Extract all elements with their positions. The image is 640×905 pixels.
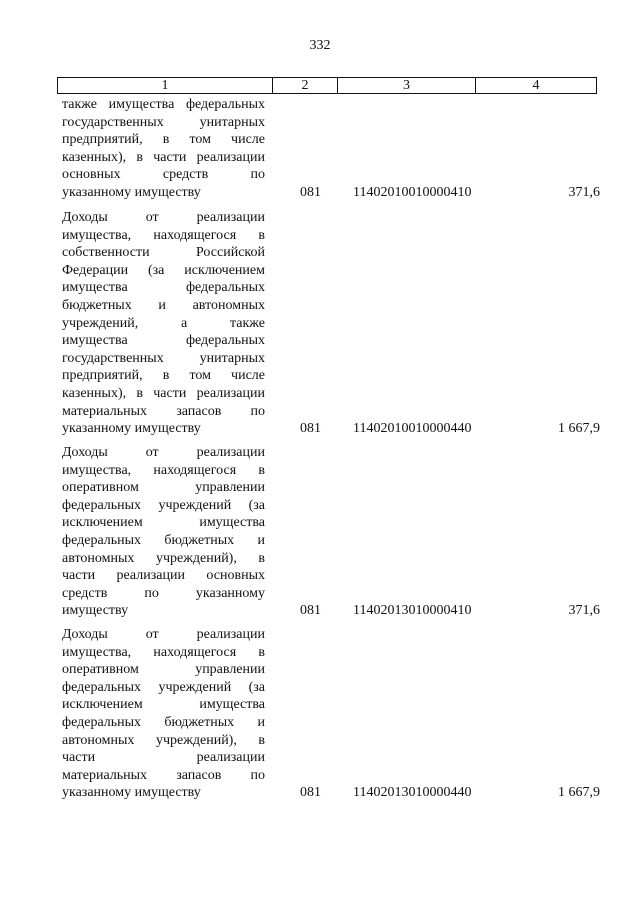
description-line: бюджетных и автономных — [62, 297, 265, 313]
admin-code: 081 — [300, 421, 321, 437]
description-line: оперативном управлении — [62, 480, 265, 496]
description-line: оперативном управлении — [62, 662, 265, 678]
description-line: части реализации основных — [62, 568, 265, 584]
description-line: федеральных бюджетных и — [62, 532, 265, 548]
column-header-3: 3 — [338, 78, 476, 93]
amount: 1 667,9 — [558, 421, 600, 437]
budget-classification-code: 11402013010000440 — [353, 785, 472, 801]
column-header-row — [57, 77, 597, 94]
description-line: материальных запасов по — [62, 767, 265, 783]
description-line: указанному имуществу — [62, 184, 201, 200]
description-line: имущества, находящегося в — [62, 227, 265, 243]
description-line: собственности Российской — [62, 245, 265, 261]
description-line: федеральных учреждений (за — [62, 497, 265, 513]
description-line: исключением имущества — [62, 515, 265, 531]
description-line: государственных унитарных — [62, 350, 265, 366]
description-line: казенных), в части реализации — [62, 149, 265, 165]
description-line: имущества, находящегося в — [62, 462, 265, 478]
admin-code: 081 — [300, 603, 321, 619]
row-description — [62, 96, 265, 202]
amount: 1 667,9 — [558, 785, 600, 801]
row-description — [62, 209, 265, 438]
description-line: Федерации (за исключением — [62, 262, 265, 278]
description-line: имуществу — [62, 603, 129, 619]
description-line: также имущества федеральных — [62, 97, 265, 112]
table-row — [62, 209, 602, 438]
amount: 371,6 — [568, 184, 600, 200]
description-line: автономных учреждений), в — [62, 550, 265, 566]
table-row — [62, 626, 602, 802]
description-line: автономных учреждений), в — [62, 732, 265, 748]
description-line: предприятий, в том числе — [62, 368, 265, 384]
row-description — [62, 626, 265, 802]
description-line: материальных запасов по — [62, 403, 265, 419]
description-line: основных средств по — [62, 167, 265, 183]
description-line: Доходы от реализации — [62, 627, 265, 642]
budget-classification-code: 11402013010000410 — [353, 603, 472, 619]
description-line: имущества федеральных — [62, 333, 265, 349]
description-line: Доходы от реализации — [62, 445, 265, 460]
description-line: средств по указанному — [62, 585, 265, 601]
description-line: предприятий, в том числе — [62, 132, 265, 148]
description-line: исключением имущества — [62, 697, 265, 713]
admin-code: 081 — [300, 785, 321, 801]
admin-code: 081 — [300, 184, 321, 200]
description-line: учреждений, а также — [62, 315, 265, 331]
description-line: имущества федеральных — [62, 280, 265, 296]
description-line: федеральных учреждений (за — [62, 679, 265, 695]
description-line: имущества, находящегося в — [62, 644, 265, 660]
description-line: федеральных бюджетных и — [62, 714, 265, 730]
description-line: Доходы от реализации — [62, 210, 265, 225]
description-line: указанному имуществу — [62, 421, 201, 437]
description-line: казенных), в части реализации — [62, 385, 265, 401]
description-line: государственных унитарных — [62, 114, 265, 130]
description-line: части реализации — [62, 750, 265, 766]
budget-classification-code: 11402010010000410 — [353, 184, 472, 200]
table-row — [62, 444, 602, 620]
column-header-2: 2 — [273, 78, 338, 93]
column-header-1: 1 — [58, 78, 273, 93]
table-row — [62, 96, 602, 202]
description-line: указанному имуществу — [62, 785, 201, 801]
page-number: 332 — [309, 38, 331, 53]
budget-classification-code: 11402010010000440 — [353, 421, 472, 437]
column-header-4: 4 — [532, 78, 540, 93]
amount: 371,6 — [568, 603, 600, 619]
row-description — [62, 444, 265, 620]
